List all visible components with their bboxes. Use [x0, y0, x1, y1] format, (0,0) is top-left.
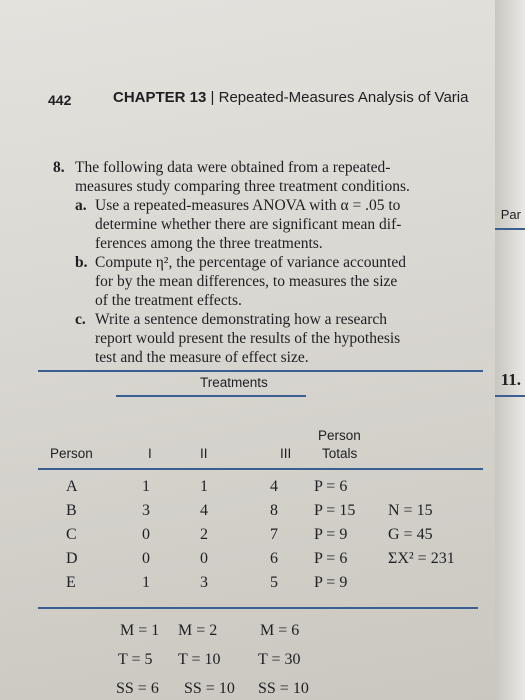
- table-cell-t3: 4: [270, 478, 278, 495]
- header-bottom-rule: [38, 468, 483, 470]
- table-cell-person: C: [66, 526, 77, 543]
- treatments-rule: [116, 395, 306, 397]
- margin-rule-2: [495, 395, 525, 397]
- person-totals-heading-1: Person: [318, 428, 361, 443]
- table-cell-extra: ΣX² = 231: [388, 550, 455, 567]
- table-cell-person: E: [66, 574, 76, 591]
- table-cell-t2: 2: [200, 526, 208, 543]
- table-cell-p: P = 6: [314, 550, 348, 567]
- treatment-1-header: I: [148, 446, 152, 461]
- table-cell-extra: G = 45: [388, 526, 433, 543]
- treatments-heading: Treatments: [200, 375, 268, 390]
- problem-line: test and the measure of effect size.: [95, 349, 309, 366]
- summary-m-2: M = 2: [178, 622, 218, 639]
- problem-line: of the treatment effects.: [95, 292, 242, 309]
- table-cell-p: P = 6: [314, 478, 348, 495]
- summary-t-2: T = 10: [178, 651, 221, 668]
- summary-ss-3: SS = 10: [258, 680, 309, 697]
- problem-line: Compute η², the percentage of variance accounted: [95, 254, 406, 271]
- problem-line: ferences among the three treatments.: [95, 235, 323, 252]
- table-cell-t2: 1: [200, 478, 208, 495]
- table-cell-p: P = 9: [314, 526, 348, 543]
- table-cell-person: A: [66, 478, 78, 495]
- part-label-b: b.: [75, 254, 88, 271]
- part-label-c: c.: [75, 311, 86, 328]
- margin-rule: [495, 228, 525, 230]
- next-problem-number: 11.: [500, 370, 521, 389]
- problem-number: 8.: [53, 159, 65, 176]
- problem-line: The following data were obtained from a repeated-: [75, 159, 391, 176]
- table-cell-t1: 0: [142, 550, 150, 567]
- treatment-3-header: III: [280, 446, 292, 461]
- table-cell-person: D: [66, 550, 78, 567]
- summary-t-1: T = 5: [118, 651, 153, 668]
- table-cell-t1: 0: [142, 526, 150, 543]
- problem-line: for by the mean differences, to measures the size: [95, 273, 398, 290]
- table-cell-t3: 7: [270, 526, 278, 543]
- table-cell-t1: 1: [142, 574, 150, 591]
- summary-ss-1: SS = 6: [116, 680, 159, 697]
- margin-par-label: Par: [500, 207, 521, 222]
- chapter-name: Repeated-Measures Analysis of Varia: [218, 89, 469, 106]
- summary-m-3: M = 6: [260, 622, 300, 639]
- table-cell-p: P = 15: [314, 502, 356, 519]
- page-number: 442: [48, 92, 72, 108]
- problem-line: Use a repeated-measures ANOVA with α = .05 to: [95, 197, 401, 214]
- summary-ss-2: SS = 10: [184, 680, 235, 697]
- summary-m-1: M = 1: [120, 622, 160, 639]
- table-cell-t1: 3: [142, 502, 150, 519]
- problem-line: report would present the results of the hypothesis: [95, 330, 401, 347]
- summary-t-3: T = 30: [258, 651, 301, 668]
- table-cell-t2: 4: [200, 502, 208, 519]
- chapter-separator: |: [210, 89, 215, 106]
- page-header: [48, 86, 525, 116]
- treatment-2-header: II: [200, 446, 208, 461]
- problem-line: determine whether there are significant mean dif-: [95, 216, 402, 233]
- person-column-header: Person: [50, 446, 93, 461]
- table-cell-t3: 6: [270, 550, 278, 567]
- table-cell-t1: 1: [142, 478, 150, 495]
- table-cell-t3: 8: [270, 502, 278, 519]
- problem-line: measures study comparing three treatment conditions.: [75, 178, 410, 195]
- table-cell-p: P = 9: [314, 574, 348, 591]
- problem-line: Write a sentence demonstrating how a research: [95, 311, 388, 328]
- table-cell-t2: 0: [200, 550, 208, 567]
- table-rows-bottom-rule: [38, 607, 478, 609]
- part-label-a: a.: [75, 197, 87, 214]
- chapter-label: CHAPTER 13: [113, 89, 207, 106]
- table-top-rule: [38, 370, 483, 372]
- chapter-title: [113, 89, 468, 106]
- table-cell-extra: N = 15: [388, 502, 433, 519]
- table-cell-person: B: [66, 502, 77, 519]
- person-totals-heading-2: Totals: [322, 446, 358, 461]
- table-cell-t2: 3: [200, 574, 208, 591]
- table-cell-t3: 5: [270, 574, 278, 591]
